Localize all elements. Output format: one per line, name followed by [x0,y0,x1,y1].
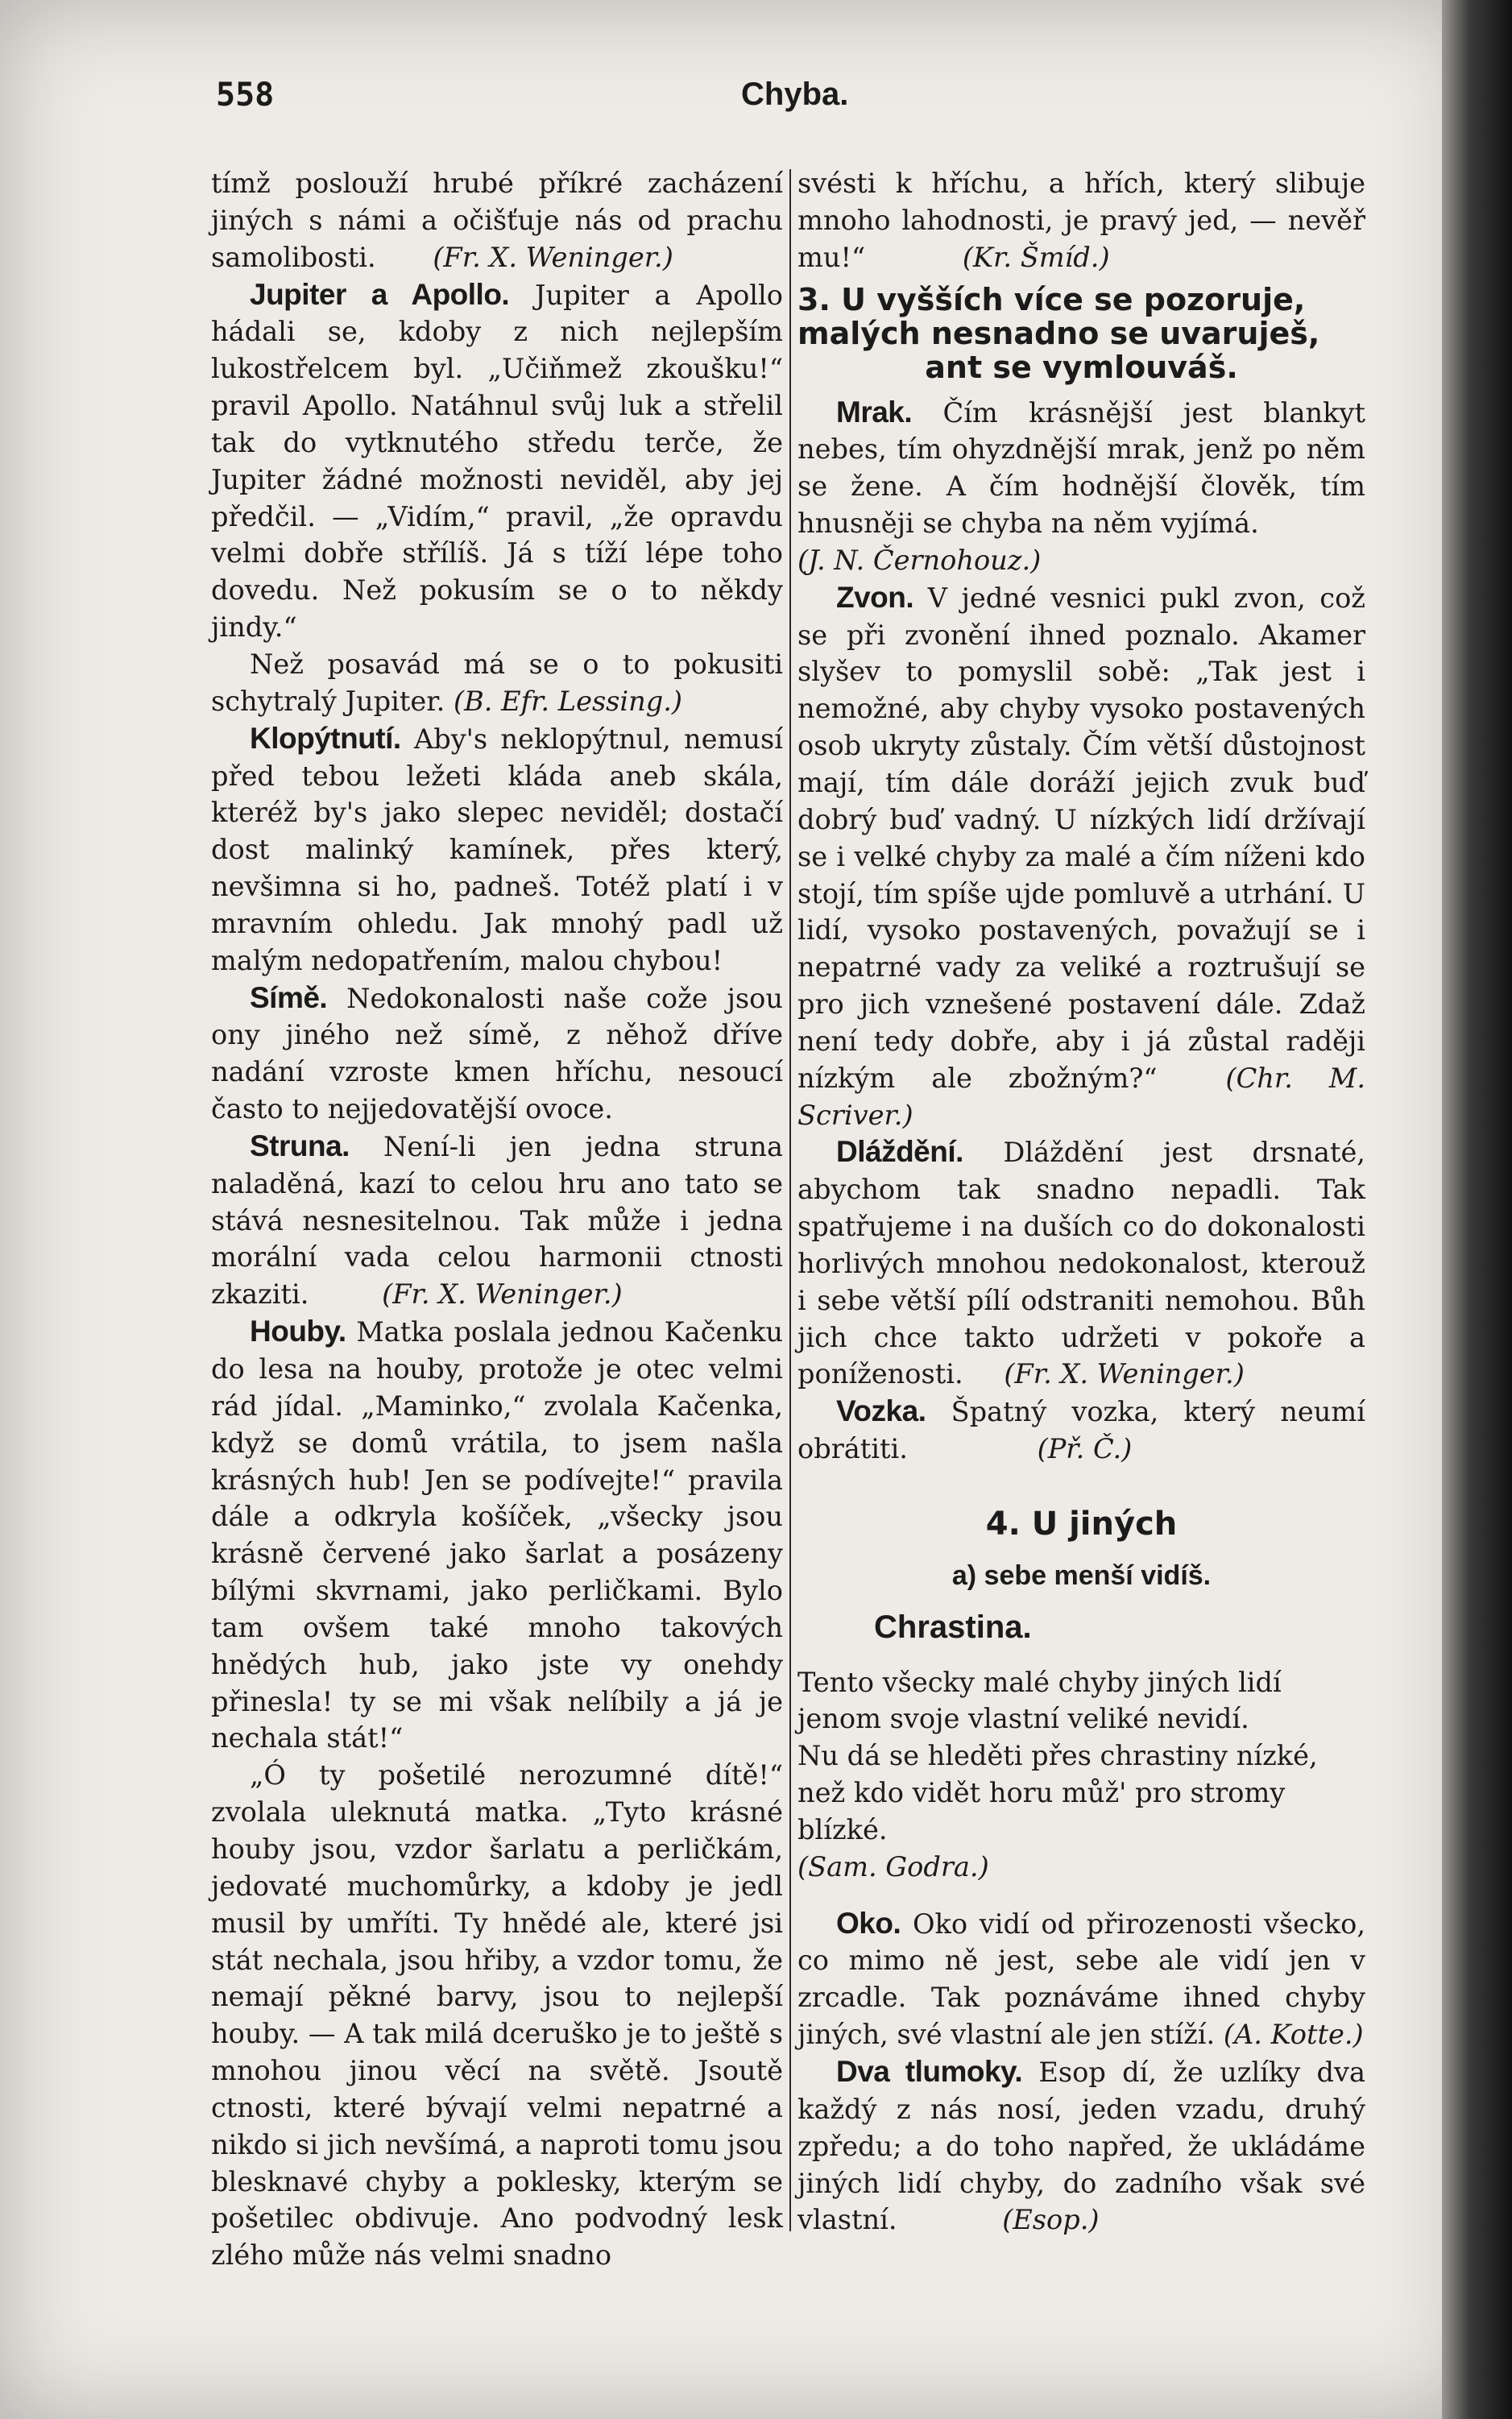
paragraph: „Ó ty pošetilé nerozumné dítě!“ zvolala uleknutá matka. „Tyto krásné houby jsou, vzdor šarlatu a perličkám, jedovaté muchomůrky, a kdoby je jedl musil by umříti. Ty hnědé ale, které jsi stát nechala, jsou hřiby, a vzdor tomu, že nemají pěkné barvy, jsou to nejlepší houby. — A tak milá dceruško je to ještě s mnohou jinou věcí na světě. Jsoutě ctnosti, které bývají velmi nepatrné a nikdo si jich nevšímá, a naproti tomu jsou blesknavé chyby a poklesky, kterým se pošetilec obdivuje. Ano podvodný lesk zlého může nás velmi snadno [211,1759,783,2272]
entry-sime: Símě. Nedokonalosti naše cože jsou ony jiného než símě, z něhož dříve nadání vzroste kmen hříchu, nesoucí často to nejjedovatější ovoce. [211,980,783,1125]
subsection-heading: a) sebe menší vidíš. [951,1560,1212,1591]
entry-zvon: Zvon. V jedné vesnici pukl zvon, což se při zvonění ihned poznalo. Akamer slyšev to pomyslil sobě: „Tak jest i nemožné, aby chyby vysoko postavených osob ukryty zůstaly. Čím větší důstojnost mají, tím dále doráží jejich zvuk buď dobrý buď vadný. U nízkých lidí držívají se i velké chyby za malé a čím níženi kdo stojí, tím spíše ujde pomluvě a utrhání. U lidí, vysoko postavených, považují se i nepatrné vady za veliké a roztrušují se pro jich vznešené postavení dále. Zdaž není tedy dobře, aby i já zůstal raději nízkým ale zbožným?“ (Chr. M. Scriver.) [797,580,1365,1131]
entry-keyword: Zvon. [836,580,914,614]
entry-keyword: Símě. [250,980,328,1014]
paragraph: tímž poslouží hrubé příkré zacházení jiných s námi a očišťuje nás od prachu samolibosti. (Fr. X. Weninger.) [211,168,783,273]
author: (Př. Č.) [1037,1433,1133,1465]
running-title: Chyba. [741,77,849,112]
poem [797,1664,1365,1886]
author: (J. N. Černohouz.) [797,544,1042,576]
author: (Fr. X. Weninger.) [382,1278,623,1311]
entry-dlazdeni: Dláždění. Dláždění jest drsnaté, abychom tak snadno nepadli. Tak spatřujeme i na duších co do dokonalosti horlivých mnohou nedokonalost, kterouž i sebe větší pílí odstraniti nemohou. Bůh jich chce takto udržeti v pokoře a poníženosti. (Fr. X. Weninger.) [797,1135,1365,1390]
entry-struna: Struna. Není-li jen jedna struna naladěná, kazí to celou hru ano tato se stává nesnesitelnou. Tak může i jedna morální vada celou harmonii ctnosti zkaziti. (Fr. X. Weninger.) [211,1129,783,1311]
author: (B. Efr. Lessing.) [454,685,683,717]
entry-keyword: Struna. [250,1129,350,1162]
section-heading-3: 3. U vyšších více se pozoruje, malých nesnadno se uvaruješ, ant se vymlouváš. [797,281,1320,385]
entry-keyword: Houby. [250,1315,346,1348]
entry-houby: Houby. Matka poslala jednou Kačenku do lesa na houby, protože je otec velmi rád jídal. „Maminko,“ zvolala Kačenka, když se domů vrátila, to jsem našla krásných hub! Jen se podívejte!“ pravila dále a odkryla košíček, „všecky jsou krásně červené jako šarlat a posázeny bílými skvrnami, jako perličkami. Bylo tam ovšem také mnoho takových hnědých hub, jako jste vy onehdy přinesla! ty se mi však nelíbily a já je nechala stát!“ [211,1315,783,1754]
entry-keyword: Dláždění. [836,1135,963,1169]
paragraph: svésti k hříchu, a hřích, který slibuje mnoho lahodnosti, je pravý jed, — nevěř mu!“ (Kr. Šmíd.) [797,168,1365,273]
author: (A. Kotte.) [1223,2019,1364,2051]
entry-keyword: Mrak. [836,395,913,429]
entry-keyword: Jupiter a Apollo. [250,277,510,311]
entry-vozka: Vozka. Špatný vozka, který neumí obrátiti. (Př. Č.) [797,1394,1365,1465]
entry-oko: Oko. Oko vidí od přirozenosti všecko, co mimo ně jest, sebe ale vidí jen v zrcadle. Tak poznáváme ihned chyby jiných, své vlastní ale jen stíží. (A. Kotte.) [797,1906,1365,2051]
entry-jupiter: Jupiter a Apollo. Jupiter a Apollo hádali se, kdoby z nich nejlepším lukostřelcem byl. „Učiňmež zkoušku!“ pravil Apollo. Natáhnul svůj luk a střelil tak do vytknutého středu terče, že Jupiter žádné možnosti neviděl, aby jej předčil. — „Vidím,“ pravil, „že opravdu velmi dobře střílíš. Já s tíží lépe toho dovedu. Než pokusím se o to někdy jindy.“ [211,277,783,644]
page-number: 558 [216,77,275,114]
right-column [797,165,1365,2239]
section-heading-4: 4. U jiných [985,1506,1178,1543]
entry-keyword: Vozka. [836,1394,926,1428]
poem-line: Nu dá se hleděti přes chrastiny nízké, [797,1740,1318,1772]
author: (Fr. X. Weninger.) [433,241,673,273]
author: (Kr. Šmíd.) [962,241,1110,273]
poem-line: než kdo vidět horu můž' pro stromy blízké. [797,1777,1286,1845]
entry-keyword: Klopýtnutí. [250,721,401,755]
paragraph: Než posavád má se o to pokusiti schytralý Jupiter. (B. Efr. Lessing.) [211,648,783,717]
left-column [211,165,783,2274]
author: (Fr. X. Weninger.) [1004,1358,1245,1390]
author: (Sam. Godra.) [797,1850,989,1883]
poem-line: Tento všecky malé chyby jiných lidí [797,1666,1282,1698]
scan-edge [1442,0,1512,2419]
poem-line: jenom svoje vlastní veliké nevidí. [797,1703,1249,1735]
entry-mrak: Mrak. Čím krásnější jest blankyt nebes, tím ohyzdnější mrak, jenž po něm se žene. A čím hodnější člověk, tím hnusněji se chyba na něm vyjímá. [797,395,1365,540]
author: (Chr. M. Scriver.) [797,1062,1365,1131]
column-divider [789,169,791,2231]
entry-keyword: Oko. [836,1906,901,1940]
entry-tlumoky: Dva tlumoky. Esop dí, že uzlíky dva každý z nás nosí, jeden vzadu, druhý zpředu; a do toho napřed, že ukládáme jiných lidí chyby, do zadního však své vlastní. (Esop.) [797,2054,1365,2236]
poem-title: Chrastina. [874,1609,1032,1645]
author: (Esop.) [1002,2204,1100,2236]
entry-keyword: Dva tlumoky. [836,2054,1023,2088]
entry-klopytnuti: Klopýtnutí. Aby's neklopýtnul, nemusí před tebou ležeti kláda aneb skála, kteréž by's jako slepec neviděl; dostačí dost malinký kamínek, přes který, nevšimna si ho, padneš. Totéž platí i v mravním ohledu. Jak mnohý padl už malým nedopatřením, malou chybou! [211,721,783,976]
